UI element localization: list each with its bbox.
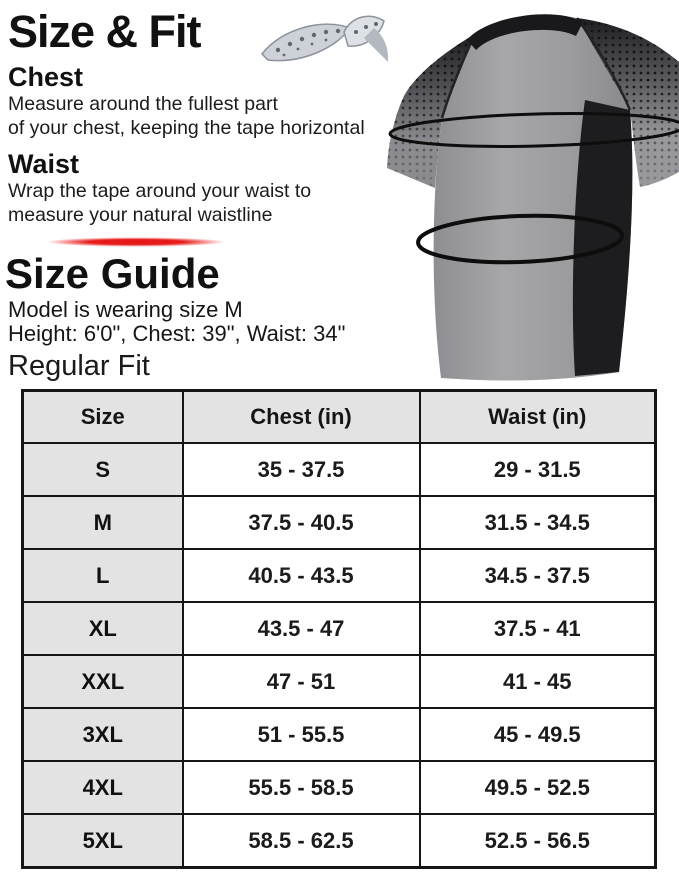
waist-range: 41 - 45 <box>420 655 656 708</box>
model-info <box>8 298 345 345</box>
waist-range: 45 - 49.5 <box>420 708 656 761</box>
chest-range: 35 - 37.5 <box>183 443 420 496</box>
waist-range: 31.5 - 34.5 <box>420 496 656 549</box>
column-header-chest: Chest (in) <box>183 391 420 444</box>
waist-range: 49.5 - 52.5 <box>420 761 656 814</box>
table-row <box>23 602 656 655</box>
waist-section-body <box>8 180 311 227</box>
table-row <box>23 761 656 814</box>
waist-body-line1: Wrap the tape around your waist to <box>8 180 312 202</box>
size-label: XXL <box>23 655 183 708</box>
size-label: S <box>23 443 183 496</box>
waist-range: 29 - 31.5 <box>420 443 656 496</box>
size-label: 3XL <box>23 708 183 761</box>
waist-section-heading: Waist <box>8 149 80 179</box>
model-info-line2: Height: 6'0", Chest: 39", Waist: 34" <box>8 320 346 346</box>
size-guide-title: Size Guide <box>5 250 220 297</box>
waist-range: 34.5 - 37.5 <box>420 549 656 602</box>
red-divider-swoosh <box>24 236 248 248</box>
waist-range: 52.5 - 56.5 <box>420 814 656 868</box>
table-row <box>23 443 656 496</box>
table-row <box>23 655 656 708</box>
chest-range: 58.5 - 62.5 <box>183 814 420 868</box>
tape-measure-icon <box>256 8 392 74</box>
size-label: 5XL <box>23 814 183 868</box>
chest-range: 43.5 - 47 <box>183 602 420 655</box>
table-row <box>23 814 656 868</box>
waist-body-line2: measure your natural waistline <box>8 203 273 226</box>
model-info-line1: Model is wearing size M <box>8 297 243 322</box>
tshirt-product-image <box>379 0 679 385</box>
chest-range: 40.5 - 43.5 <box>183 549 420 602</box>
chest-section-heading: Chest <box>8 62 84 92</box>
column-header-size: Size <box>23 391 183 444</box>
table-row <box>23 708 656 761</box>
column-header-waist: Waist (in) <box>420 391 656 444</box>
waist-range: 37.5 - 41 <box>420 602 656 655</box>
chest-range: 47 - 51 <box>183 655 420 708</box>
size-label: 4XL <box>23 761 183 814</box>
size-label: L <box>23 549 183 602</box>
page-title: Size & Fit <box>8 6 201 57</box>
table-row <box>23 549 656 602</box>
size-label: M <box>23 496 183 549</box>
fit-type-label: Regular Fit <box>8 350 150 382</box>
chest-body-line1: Measure around the fullest part <box>8 93 278 115</box>
chest-range: 37.5 - 40.5 <box>183 496 420 549</box>
table-row <box>23 496 656 549</box>
chest-range: 55.5 - 58.5 <box>183 761 420 814</box>
chest-range: 51 - 55.5 <box>183 708 420 761</box>
chest-section-body <box>8 93 365 140</box>
size-table <box>21 389 657 869</box>
size-table-header-row <box>23 391 656 444</box>
size-label: XL <box>23 602 183 655</box>
chest-body-line2: of your chest, keeping the tape horizontal <box>8 116 365 139</box>
